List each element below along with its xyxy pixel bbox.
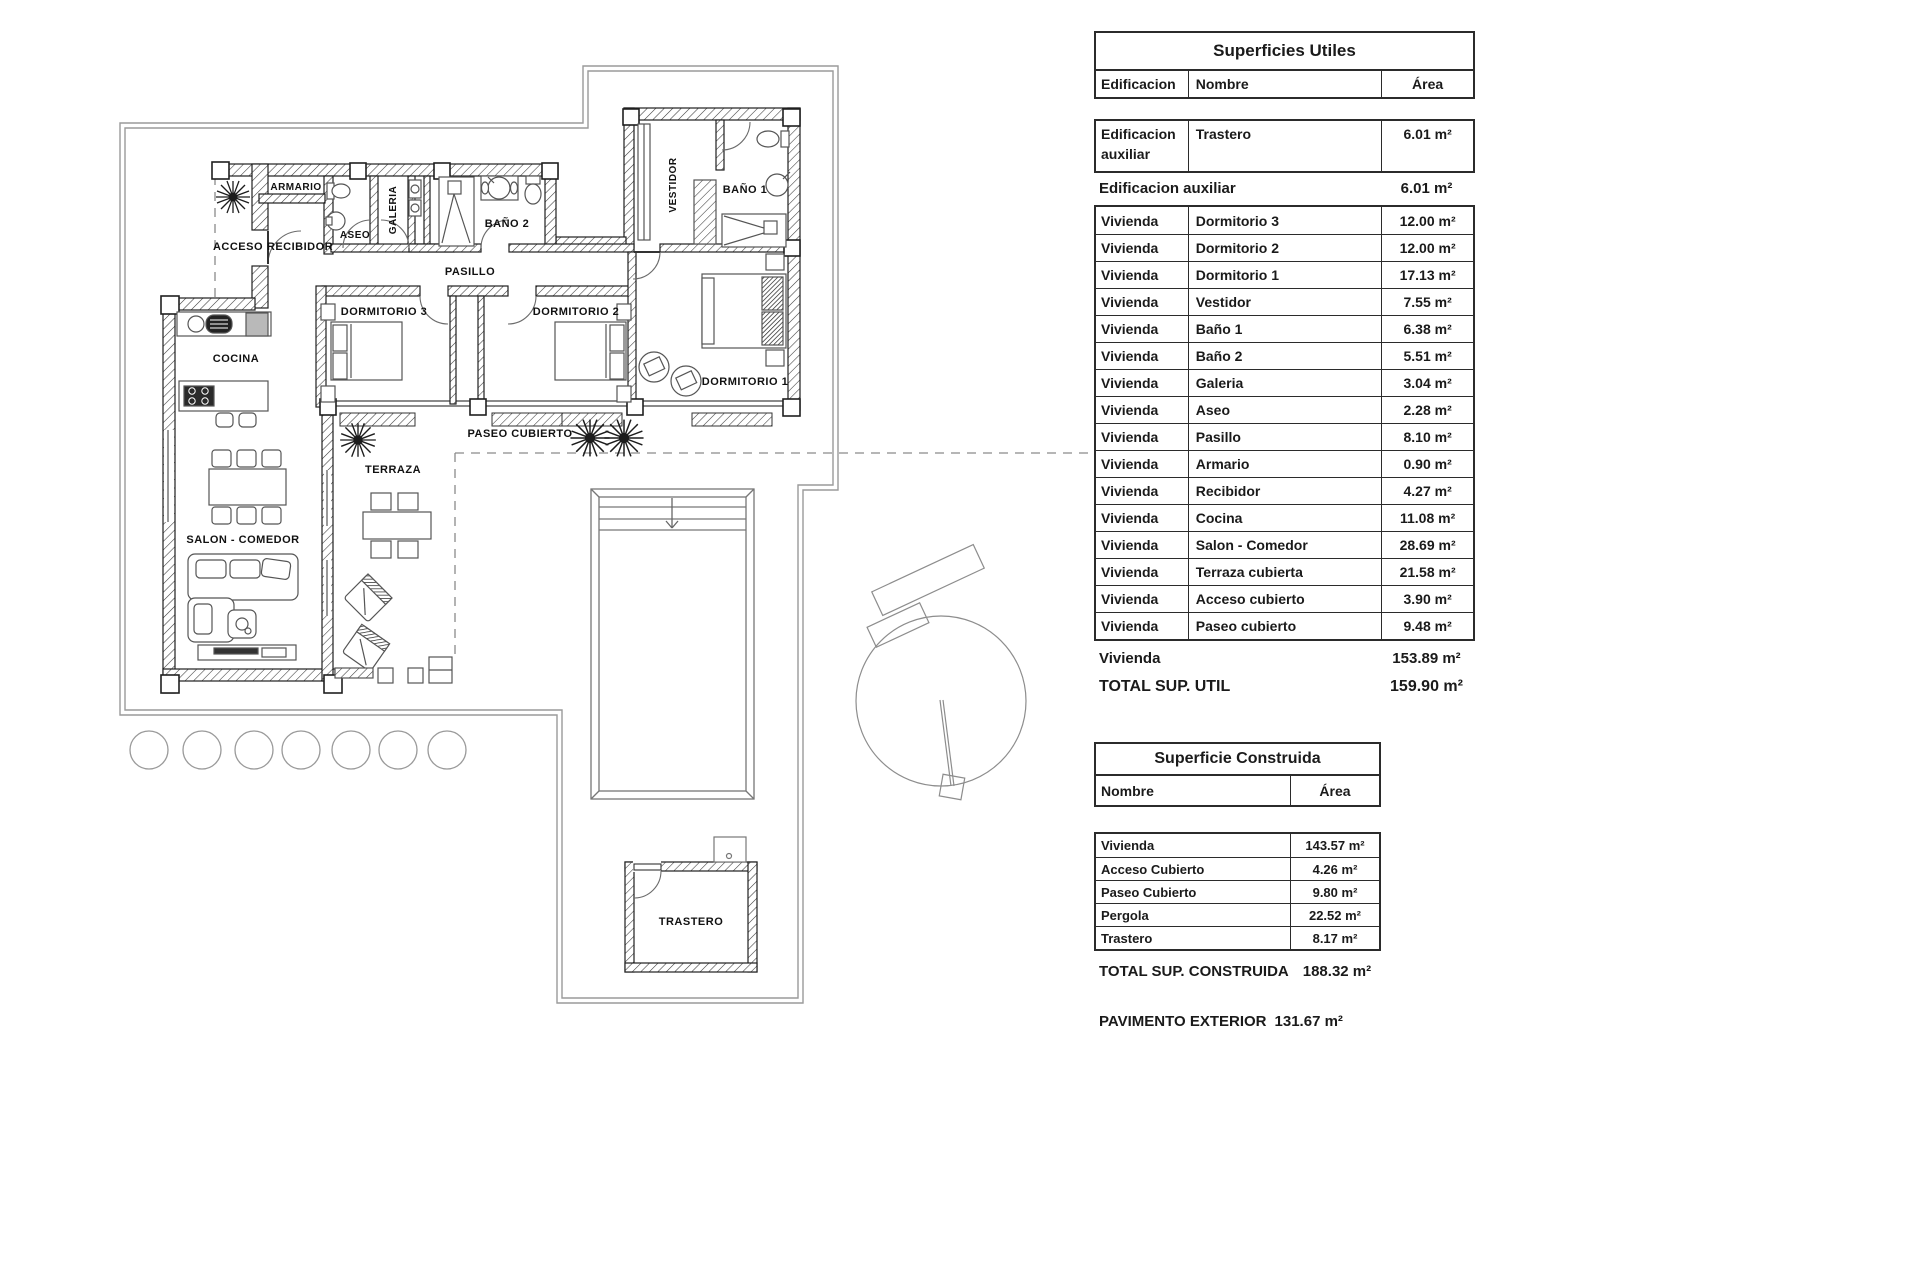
room-label-dorm2: DORMITORIO 2: [532, 306, 620, 318]
vivienda-summary-label: Vivienda: [1099, 649, 1161, 667]
room-label-vestidor: VESTIDOR: [668, 157, 679, 213]
cell-area: 12.00 m²: [1399, 212, 1456, 229]
cell-nombre: Dormitorio 1: [1189, 262, 1382, 288]
aux-summary-label: Edificacion auxiliar: [1099, 179, 1236, 197]
cell-nombre: Paseo Cubierto: [1096, 881, 1291, 903]
table-row: [1096, 857, 1379, 880]
room-label-paseo: PASEO CUBIERTO: [467, 428, 573, 440]
cell-area: 11.08 m²: [1399, 510, 1456, 526]
total-sup-util-area: 159.90 m²: [1390, 678, 1463, 695]
cell-edificacion: Vivienda: [1096, 451, 1189, 477]
cell-edificacion: Vivienda: [1096, 289, 1189, 315]
aux-summary-row: [1094, 174, 1475, 202]
cell-nombre: Galeria: [1189, 370, 1382, 396]
room-label-pasillo: PASILLO: [444, 266, 496, 278]
street-trees: [130, 731, 466, 769]
room-label-dorm1: DORMITORIO 1: [701, 376, 789, 388]
cell-edificacion: Vivienda: [1096, 316, 1189, 342]
superficies-utiles-rows-box: [1094, 205, 1475, 641]
cell-nombre: Baño 2: [1189, 343, 1382, 369]
table-row: [1096, 261, 1473, 288]
cell-area: 28.69 m²: [1399, 537, 1456, 553]
cell-nombre: Baño 1: [1189, 316, 1382, 342]
cell-nombre: Vestidor: [1189, 289, 1382, 315]
paseo-cubierto-band: [322, 401, 800, 426]
cell-nombre: Pergola: [1096, 904, 1291, 926]
table-row: [1096, 396, 1473, 423]
cell-nombre: Armario: [1189, 451, 1382, 477]
cell-edificacion: Vivienda: [1096, 478, 1189, 504]
table-row: [1096, 880, 1379, 903]
table-row: [1096, 903, 1379, 926]
cell-nombre: Recibidor: [1189, 478, 1382, 504]
room-label-bano1: BAÑO 1: [722, 184, 768, 196]
cell-edificacion: Vivienda: [1096, 370, 1189, 396]
pool: [591, 489, 754, 799]
cell-nombre: Trastero: [1096, 927, 1291, 949]
total-sup-construida-label: TOTAL SUP. CONSTRUIDA: [1099, 962, 1289, 980]
room-label-trastero: TRASTERO: [658, 916, 724, 928]
column-header-nombre: Nombre: [1096, 776, 1291, 805]
total-sup-util-label: TOTAL SUP. UTIL: [1099, 678, 1231, 695]
table-row: [1096, 369, 1473, 396]
cell-edificacion: Vivienda: [1096, 397, 1189, 423]
table-row: [1096, 504, 1473, 531]
superficie-construida-header-box: [1094, 742, 1381, 807]
superficies-utiles-columns: [1096, 69, 1473, 97]
cell-nombre: Acceso Cubierto: [1096, 858, 1291, 880]
room-label-salon: SALON - COMEDOR: [186, 534, 300, 546]
cell-area: 21.58 m²: [1399, 564, 1456, 580]
pergola: [856, 545, 1026, 800]
cell-edificacion: Vivienda: [1096, 424, 1189, 450]
cell-nombre: Pasillo: [1189, 424, 1382, 450]
cell-edificacion: Vivienda: [1096, 235, 1189, 261]
cell-area: 4.26 m²: [1312, 861, 1358, 877]
cell-nombre: Trastero: [1189, 121, 1382, 171]
cell-nombre: Vivienda: [1096, 834, 1291, 857]
cell-nombre: Acceso cubierto: [1189, 586, 1382, 612]
column-header-edificacion: Edificacion: [1096, 71, 1189, 97]
cell-edificacion: Vivienda: [1096, 613, 1189, 639]
table-row: [1096, 315, 1473, 342]
cell-nombre: Dormitorio 3: [1189, 207, 1382, 234]
cell-area: 6.38 m²: [1403, 321, 1452, 337]
cell-area: 9.48 m²: [1403, 618, 1452, 634]
superficie-construida-columns: [1096, 774, 1379, 805]
pavimento-exterior-label: PAVIMENTO EXTERIOR: [1099, 1012, 1267, 1030]
cell-area: 8.17 m²: [1312, 930, 1358, 946]
table-row: [1096, 423, 1473, 450]
vivienda-summary-area: 153.89 m²: [1392, 649, 1461, 667]
cell-nombre: Terraza cubierta: [1189, 559, 1382, 585]
room-label-recibidor: RECIBIDOR: [266, 241, 334, 253]
table-row: [1096, 531, 1473, 558]
cell-area: 5.51 m²: [1403, 348, 1452, 364]
cell-nombre: Aseo: [1189, 397, 1382, 423]
cell-area: 6.01 m²: [1403, 126, 1452, 142]
column-header-area: Área: [1319, 782, 1351, 799]
room-label-dorm3: DORMITORIO 3: [340, 306, 428, 318]
table-row: [1096, 612, 1473, 639]
total-sup-construida-area: 188.32 m²: [1302, 962, 1372, 980]
trastero-annex: [714, 837, 746, 862]
cell-area: 9.80 m²: [1312, 884, 1358, 900]
cell-area: 7.55 m²: [1403, 294, 1452, 310]
table-row: [1096, 121, 1473, 171]
room-labels: [186, 157, 788, 928]
column-header-area: Área: [1412, 76, 1444, 92]
pavimento-exterior-row: [1094, 1008, 1434, 1034]
cell-area: 17.13 m²: [1399, 267, 1456, 283]
column-header-nombre: Nombre: [1189, 71, 1382, 97]
room-label-cocina: COCINA: [212, 353, 260, 365]
cell-edificacion: Vivienda: [1096, 559, 1189, 585]
total-sup-util-row: [1094, 673, 1475, 701]
aux-summary-area: 6.01 m²: [1400, 179, 1453, 197]
superficies-utiles-title: Superficies Utiles: [1213, 41, 1356, 60]
cell-area: 12.00 m²: [1399, 240, 1456, 256]
cell-area: 4.27 m²: [1403, 483, 1452, 499]
superficie-construida-rows-box: [1094, 832, 1381, 951]
cell-area: 0.90 m²: [1403, 456, 1452, 472]
room-label-bano2: BAÑO 2: [484, 218, 530, 230]
room-label-acceso: ACCESO: [212, 241, 264, 253]
cell-nombre: Cocina: [1189, 505, 1382, 531]
table-row: [1096, 450, 1473, 477]
table-row: [1096, 234, 1473, 261]
cell-area: 143.57 m²: [1305, 838, 1365, 853]
aux-row-box: [1094, 119, 1475, 173]
cell-edificacion: Vivienda: [1096, 343, 1189, 369]
room-label-aseo: ASEO: [339, 230, 371, 241]
table-row: [1096, 926, 1379, 949]
table-row: [1096, 207, 1473, 234]
table-row: [1096, 342, 1473, 369]
cell-area: 8.10 m²: [1403, 429, 1452, 445]
cell-nombre: Salon - Comedor: [1189, 532, 1382, 558]
cell-area: 2.28 m²: [1403, 402, 1452, 418]
cell-area: 22.52 m²: [1308, 907, 1362, 923]
table-row: [1096, 834, 1379, 857]
room-label-terraza: TERRAZA: [364, 464, 422, 476]
superficie-construida-title: Superficie Construida: [1154, 750, 1321, 767]
superficies-utiles-header-box: [1094, 31, 1475, 99]
cell-edificacion: Edificacion auxiliar: [1096, 121, 1189, 171]
table-row: [1096, 288, 1473, 315]
pavimento-exterior-area: 131.67 m²: [1274, 1012, 1343, 1030]
vivienda-summary-row: [1094, 645, 1475, 671]
cell-edificacion: Vivienda: [1096, 505, 1189, 531]
cell-edificacion: Vivienda: [1096, 586, 1189, 612]
pool-entry-arrow-icon: [666, 498, 678, 528]
cell-area: 3.90 m²: [1403, 591, 1452, 607]
cell-area: 3.04 m²: [1403, 375, 1452, 391]
cell-edificacion: Vivienda: [1096, 207, 1189, 234]
table-row: [1096, 477, 1473, 504]
cell-edificacion: Vivienda: [1096, 532, 1189, 558]
cell-nombre: Dormitorio 2: [1189, 235, 1382, 261]
cell-edificacion: Vivienda: [1096, 262, 1189, 288]
room-label-galeria: GALERIA: [388, 185, 399, 235]
cell-nombre: Paseo cubierto: [1189, 613, 1382, 639]
room-label-armario: ARMARIO: [270, 182, 322, 193]
table-row: [1096, 585, 1473, 612]
table-row: [1096, 558, 1473, 585]
total-sup-construida-row: [1094, 958, 1394, 984]
